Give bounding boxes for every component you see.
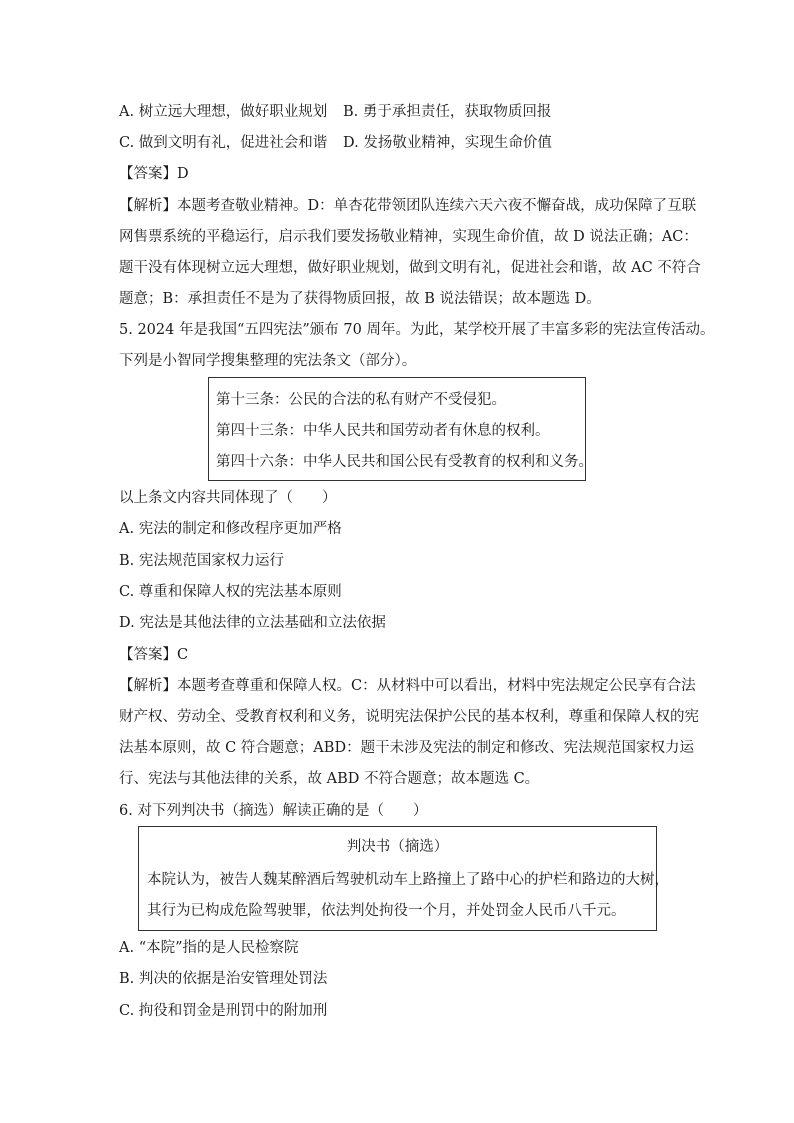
q4-analysis-line: 题意；B：承担责任不是为了获得物质回报，故 B 说法错误；故本题选 D。 bbox=[119, 291, 601, 307]
q4-option-b: B. 勇于承担责任，获取物质回报 bbox=[343, 104, 552, 120]
q5-option-b: B. 宪法规范国家权力运行 bbox=[119, 553, 284, 569]
q5-option-c: C. 尊重和保障人权的宪法基本原则 bbox=[119, 584, 342, 600]
q6-judgment-title: 判决书（摘选） bbox=[346, 839, 449, 855]
q6-judgment-line: 其行为已构成危险驾驶罪，依法判处拘役一个月，并处罚金人民币八千元。 bbox=[147, 903, 626, 919]
q4-answer: 【答案】D bbox=[119, 166, 189, 182]
q5-article-line: 第十三条：公民的合法的私有财产不受侵犯。 bbox=[216, 392, 506, 408]
q4-option-d: D. 发扬敬业精神，实现生命价值 bbox=[343, 135, 552, 151]
q5-option-a: A. 宪法的制定和修改程序更加严格 bbox=[119, 521, 342, 537]
q5-answer: 【答案】C bbox=[119, 647, 189, 663]
q6-judgment-box bbox=[138, 826, 669, 931]
q5-analysis-line: 【解析】本题考查尊重和保障人权。C：从材料中可以看出，材料中宪法规定公民享有合法 bbox=[119, 678, 696, 694]
q6-judgment-line: 本院认为，被告人魏某醉酒后驾驶机动车上路撞上了路中心的护栏和路边的大树， bbox=[147, 872, 669, 888]
q5-analysis-line: 财产权、劳动全、受教育权利和义务，说明宪法保护公民的基本权利，尊重和保障人权的宪 bbox=[119, 709, 699, 725]
q5-article-line: 第四十三条：中华人民共和国劳动者有休息的权利。 bbox=[216, 423, 550, 439]
q5-stem-line: 5. 2024 年是我国“五四宪法”颁布 70 周年。为此，某学校开展了丰富多彩的宪法宣传活动。 bbox=[119, 322, 715, 338]
q5-analysis-line: 法基本原则，故 C 符合题意；ABD：题干未涉及宪法的制定和修改、宪法规范国家权力运 bbox=[119, 740, 695, 756]
q6-option-a: A. “本院”指的是人民检察院 bbox=[119, 940, 299, 956]
q6-option-b: B. 判决的依据是治安管理处罚法 bbox=[119, 971, 328, 987]
q4-analysis-line: 【解析】本题考查敬业精神。D：单杏花带领团队连续六天六夜不懈奋战，成功保障了互联 bbox=[119, 198, 697, 214]
q4-analysis-line: 网售票系统的平稳运行，启示我们要发扬敬业精神，实现生命价值，故 D 说法正确；AC： bbox=[119, 229, 698, 245]
q5-question: 以上条文内容共同体现了（ ） bbox=[119, 490, 337, 506]
q4-option-c: C. 做到文明有礼，促进社会和谐 bbox=[119, 135, 328, 151]
q4-options-row-2 bbox=[119, 133, 552, 153]
q4-options-row-1 bbox=[119, 102, 552, 122]
q6-option-c: C. 拘役和罚金是刑罚中的附加刑 bbox=[119, 1003, 328, 1019]
q4-option-a: A. 树立远大理想，做好职业规划 bbox=[119, 104, 328, 120]
q5-article-line: 第四十六条：中华人民共和国公民有受教育的权利和义务。 bbox=[216, 454, 593, 470]
q5-stem-line: 下列是小智同学搜集整理的宪法条文（部分）。 bbox=[119, 353, 417, 369]
q5-option-d: D. 宪法是其他法律的立法基础和立法依据 bbox=[119, 615, 386, 631]
q4-analysis-line: 题干没有体现树立远大理想，做好职业规划，做到文明有礼，促进社会和谐，故 AC 不符合 bbox=[119, 260, 701, 276]
q5-analysis-line: 行、宪法与其他法律的关系，故 ABD 不符合题意；故本题选 C。 bbox=[119, 771, 540, 787]
q5-constitution-articles-box bbox=[208, 377, 593, 481]
q6-stem: 6. 对下列判决书（摘选）解读正确的是（ ） bbox=[119, 803, 428, 819]
